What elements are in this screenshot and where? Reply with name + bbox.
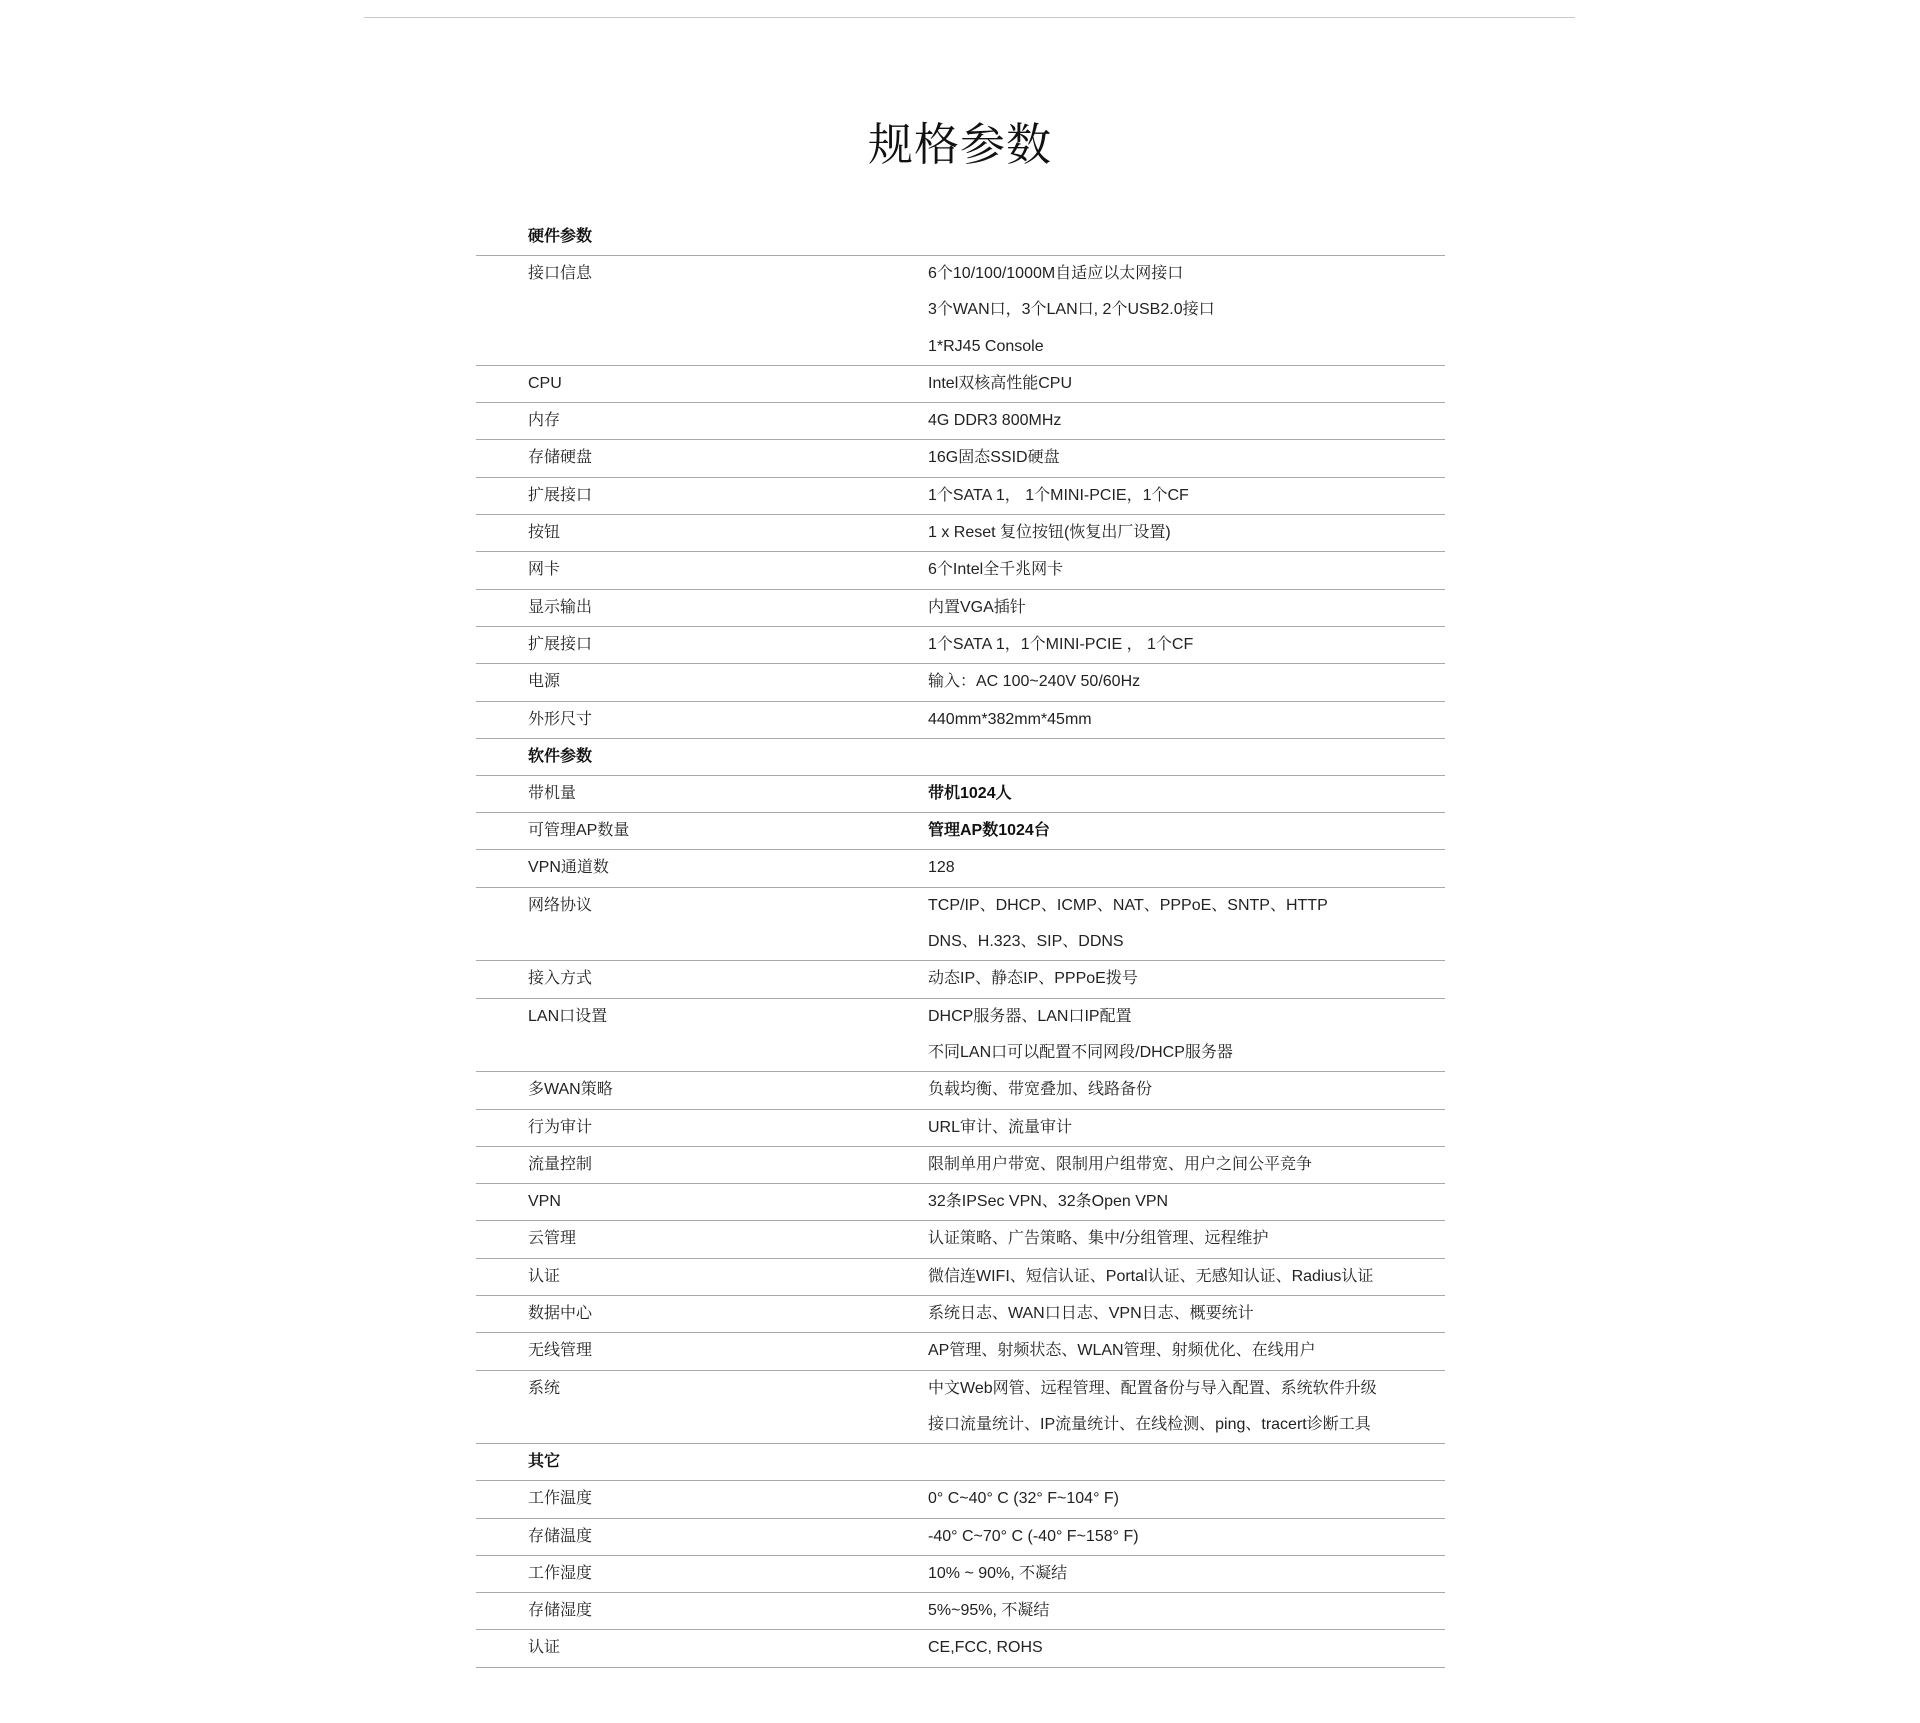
spec-label: 流量控制 (528, 1155, 593, 1173)
spec-values (928, 1147, 1445, 1183)
spec-row (476, 366, 1445, 403)
spec-values (928, 999, 1445, 1072)
spec-values (928, 1184, 1445, 1220)
spec-value: DHCP服务器、LAN口IP配置 (928, 1007, 1132, 1025)
spec-row (476, 1072, 1445, 1109)
spec-value: 3个WAN口，3个LAN口, 2个USB2.0接口 (928, 301, 1215, 319)
spec-value: 0° C~40° C (32° F~104° F) (928, 1490, 1120, 1508)
spec-value: CE,FCC, ROHS (928, 1639, 1043, 1657)
spec-values (928, 1630, 1445, 1666)
spec-row (476, 552, 1445, 589)
spec-value: 1 x Reset 复位按钮(恢复出厂设置) (928, 524, 1171, 542)
spec-value: 管理AP数1024台 (928, 822, 1050, 840)
spec-label: VPN (528, 1193, 561, 1211)
spec-label: 显示输出 (528, 598, 593, 616)
spec-value: 4G DDR3 800MHz (928, 412, 1062, 430)
spec-label: LAN口设置 (528, 1007, 608, 1025)
section-title: 其它 (528, 1453, 561, 1471)
spec-label: 内存 (528, 412, 561, 430)
spec-values (928, 664, 1445, 700)
spec-values (928, 1110, 1445, 1146)
spec-row (476, 1221, 1445, 1258)
spec-label: 存储湿度 (528, 1602, 593, 1620)
spec-value: Intel双核高性能CPU (928, 374, 1073, 392)
spec-values (928, 888, 1445, 961)
spec-value: 系统日志、WAN口日志、VPN日志、概要统计 (928, 1305, 1254, 1323)
spec-value: 带机1024人 (928, 784, 1012, 802)
spec-row (476, 515, 1445, 552)
spec-value: 微信连WIFI、短信认证、Portal认证、无感知认证、Radius认证 (928, 1267, 1374, 1285)
spec-values (928, 1371, 1445, 1444)
section-header (476, 739, 1445, 776)
spec-value: 不同LAN口可以配置不同网段/DHCP服务器 (928, 1043, 1233, 1061)
spec-value: 限制单用户带宽、限制用户组带宽、用户之间公平竞争 (928, 1155, 1313, 1173)
spec-value: 128 (928, 859, 955, 877)
spec-values (928, 1259, 1445, 1295)
spec-values (928, 515, 1445, 551)
spec-value: 认证策略、广告策略、集中/分组管理、远程维护 (928, 1230, 1269, 1248)
spec-label: 扩展接口 (528, 635, 593, 653)
spec-values (928, 961, 1445, 997)
spec-row (476, 1147, 1445, 1184)
spec-value: DNS、H.323、SIP、DDNS (928, 933, 1124, 951)
spec-row (476, 776, 1445, 813)
section-header (476, 1444, 1445, 1481)
spec-value: TCP/IP、DHCP、ICMP、NAT、PPPoE、SNTP、HTTP (928, 896, 1328, 914)
spec-label: CPU (528, 374, 562, 392)
spec-value: 负载均衡、带宽叠加、线路备份 (928, 1081, 1153, 1099)
spec-values (928, 256, 1445, 365)
spec-value: 接口流量统计、IP流量统计、在线检测、ping、tracert诊断工具 (928, 1415, 1371, 1433)
spec-value: 440mm*382mm*45mm (928, 710, 1092, 728)
spec-values (928, 366, 1445, 402)
spec-values (928, 1519, 1445, 1555)
spec-row (476, 888, 1445, 962)
spec-value: 内置VGA插针 (928, 598, 1026, 616)
spec-label: 可管理AP数量 (528, 822, 630, 840)
spec-values (928, 403, 1445, 439)
spec-label: 电源 (528, 673, 561, 691)
spec-row (476, 590, 1445, 627)
spec-label: VPN通道数 (528, 859, 609, 877)
spec-row (476, 1333, 1445, 1370)
spec-value: 1*RJ45 Console (928, 337, 1044, 355)
spec-row (476, 478, 1445, 515)
spec-row (476, 961, 1445, 998)
spec-row (476, 702, 1445, 739)
spec-values (928, 1221, 1445, 1257)
section-title: 硬件参数 (528, 228, 593, 245)
spec-value: -40° C~70° C (-40° F~158° F) (928, 1527, 1139, 1545)
spec-row (476, 627, 1445, 664)
spec-label: 无线管理 (528, 1342, 593, 1360)
spec-label: 系统 (528, 1379, 561, 1397)
section-title: 软件参数 (528, 747, 593, 765)
spec-row (476, 403, 1445, 440)
spec-values (928, 1556, 1445, 1592)
spec-row (476, 1481, 1445, 1518)
spec-values (928, 627, 1445, 663)
spec-value: 5%~95%, 不凝结 (928, 1602, 1050, 1620)
spec-values (928, 1296, 1445, 1332)
spec-values (928, 702, 1445, 738)
spec-label: 工作湿度 (528, 1564, 593, 1582)
spec-values (928, 440, 1445, 476)
spec-row (476, 999, 1445, 1073)
spec-value: AP管理、射频状态、WLAN管理、射频优化、在线用户 (928, 1342, 1316, 1360)
spec-label: 外形尺寸 (528, 710, 593, 728)
spec-row (476, 1556, 1445, 1593)
spec-value: 输入：AC 100~240V 50/60Hz (928, 673, 1141, 691)
spec-label: 网卡 (528, 561, 561, 579)
spec-row (476, 1371, 1445, 1445)
spec-label: 按钮 (528, 524, 561, 542)
spec-value: 动态IP、静态IP、PPPoE拨号 (928, 970, 1138, 988)
spec-values (928, 813, 1445, 849)
spec-row (476, 1110, 1445, 1147)
spec-values (928, 1333, 1445, 1369)
spec-row (476, 1593, 1445, 1630)
spec-value: 10% ~ 90%, 不凝结 (928, 1564, 1068, 1582)
spec-values (928, 478, 1445, 514)
spec-row (476, 440, 1445, 477)
spec-value: 1个SATA 1， 1个MINI-PCIE，1个CF (928, 486, 1189, 504)
spec-label: 多WAN策略 (528, 1081, 613, 1099)
spec-label: 网络协议 (528, 896, 593, 914)
spec-row (476, 813, 1445, 850)
page-title: 规格参数 (867, 119, 1052, 170)
spec-row (476, 1296, 1445, 1333)
spec-label: 工作温度 (528, 1490, 593, 1508)
section-header (476, 219, 1445, 256)
spec-table (476, 219, 1445, 1668)
spec-label: 数据中心 (528, 1305, 593, 1323)
spec-value: 1个SATA 1，1个MINI-PCIE ， 1个CF (928, 635, 1194, 653)
spec-label: 云管理 (528, 1230, 577, 1248)
spec-value: URL审计、流量审计 (928, 1118, 1073, 1136)
spec-row (476, 850, 1445, 887)
spec-label: 接口信息 (528, 265, 593, 282)
spec-value: 6个Intel全千兆网卡 (928, 561, 1064, 579)
spec-label: 存储硬盘 (528, 449, 593, 467)
spec-values (928, 552, 1445, 588)
spec-row (476, 256, 1445, 366)
spec-label: 认证 (528, 1639, 561, 1657)
spec-label: 存储温度 (528, 1527, 593, 1545)
spec-row (476, 1259, 1445, 1296)
spec-value: 中文Web网管、远程管理、配置备份与导入配置、系统软件升级 (928, 1379, 1377, 1397)
spec-values (928, 1072, 1445, 1108)
spec-row (476, 1630, 1445, 1667)
spec-value: 6个10/100/1000M自适应以太网接口 (928, 265, 1184, 282)
spec-row (476, 1184, 1445, 1221)
spec-values (928, 776, 1445, 812)
spec-label: 扩展接口 (528, 486, 593, 504)
spec-label: 认证 (528, 1267, 561, 1285)
spec-label: 行为审计 (528, 1118, 593, 1136)
top-divider (364, 17, 1575, 18)
spec-row (476, 664, 1445, 701)
spec-row (476, 1519, 1445, 1556)
spec-values (928, 590, 1445, 626)
spec-value: 16G固态SSID硬盘 (928, 449, 1060, 467)
spec-label: 接入方式 (528, 970, 593, 988)
spec-values (928, 1593, 1445, 1629)
spec-values (928, 850, 1445, 886)
spec-value: 32条IPSec VPN、32条Open VPN (928, 1193, 1169, 1211)
spec-values (928, 1481, 1445, 1517)
spec-label: 带机量 (528, 784, 577, 802)
